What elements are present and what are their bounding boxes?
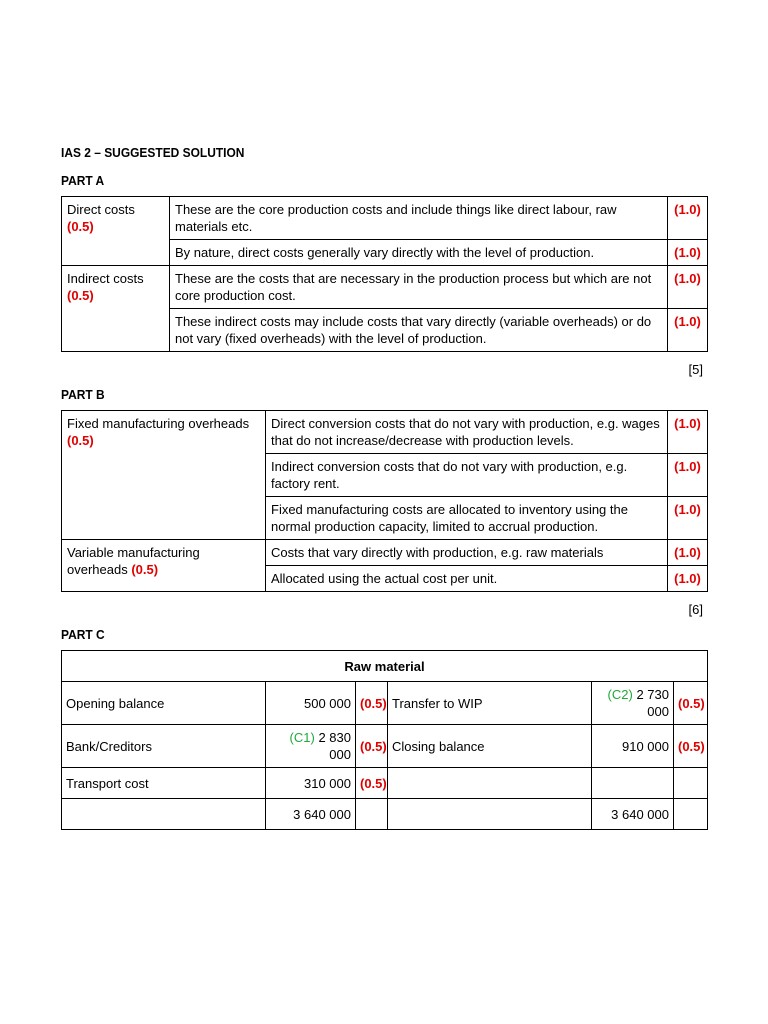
part-a-heading: PART A xyxy=(61,173,105,188)
part-a-total: [5] xyxy=(688,362,703,377)
raw-material-ledger xyxy=(61,650,708,830)
credit-amount-cell xyxy=(592,799,674,830)
debit-amount: 500 000 xyxy=(304,695,351,711)
description-cell: By nature, direct costs generally vary directly with the level of production. xyxy=(170,240,668,266)
ledger-header-row xyxy=(62,651,708,682)
table-row xyxy=(62,540,708,566)
mark-cell: (1.0) xyxy=(668,540,708,566)
description-cell: Direct conversion costs that do not vary with production, e.g. wages that do not increase/decrease with production levels. xyxy=(266,411,668,454)
description-cell: Fixed manufacturing costs are allocated to inventory using the normal production capacity, limited to accrual production. xyxy=(266,497,668,540)
credit-total: 3 640 000 xyxy=(611,806,669,822)
label-cell xyxy=(62,197,170,266)
credit-amount-cell xyxy=(592,682,674,725)
credit-mark: (0.5) xyxy=(674,682,708,725)
part-c-heading: PART C xyxy=(61,627,105,642)
credit-ref: (C2) xyxy=(607,687,633,702)
ledger-total-row xyxy=(62,799,708,830)
label-cell xyxy=(62,540,266,592)
label-cell xyxy=(62,266,170,352)
credit-label xyxy=(388,799,592,830)
description-cell: Indirect conversion costs that do not vary with production, e.g. factory rent. xyxy=(266,454,668,497)
ledger-row xyxy=(62,682,708,725)
label-mark: (0.5) xyxy=(131,562,159,577)
ledger-row xyxy=(62,768,708,799)
table-row xyxy=(62,197,708,240)
credit-mark: (0.5) xyxy=(674,725,708,768)
part-a-table xyxy=(61,196,708,352)
credit-amount: 2 730 000 xyxy=(636,687,669,719)
part-b-table xyxy=(61,410,708,592)
credit-amount-cell xyxy=(592,725,674,768)
credit-label xyxy=(388,768,592,799)
debit-ref: (C1) xyxy=(289,730,315,745)
description-cell: These indirect costs may include costs that vary directly (variable overheads) or do not vary (fixed overheads) with the level of production. xyxy=(170,309,668,352)
mark-cell: (1.0) xyxy=(668,497,708,540)
label-mark: (0.5) xyxy=(67,433,94,448)
row-label: Fixed manufacturing overheads xyxy=(67,416,250,431)
label-cell xyxy=(62,411,266,540)
debit-label xyxy=(62,799,266,830)
debit-amount: 2 830 000 xyxy=(318,730,351,762)
row-label: Variable manufacturing overheads xyxy=(67,545,200,577)
mark-cell: (1.0) xyxy=(668,240,708,266)
debit-label: Transport cost xyxy=(62,768,266,799)
debit-amount-cell xyxy=(266,799,356,830)
ledger-row xyxy=(62,725,708,768)
debit-amount-cell xyxy=(266,768,356,799)
credit-amount-cell xyxy=(592,768,674,799)
debit-amount: 310 000 xyxy=(304,775,351,791)
description-cell: Allocated using the actual cost per unit. xyxy=(266,566,668,592)
debit-label: Bank/Creditors xyxy=(62,725,266,768)
label-mark: (0.5) xyxy=(67,288,94,303)
debit-mark: (0.5) xyxy=(356,682,388,725)
label-mark: (0.5) xyxy=(67,219,94,234)
document xyxy=(61,142,707,830)
credit-mark xyxy=(674,768,708,799)
debit-amount-cell xyxy=(266,682,356,725)
ledger-title: Raw material xyxy=(62,651,708,682)
part-b-total: [6] xyxy=(688,602,703,617)
part-b-heading: PART B xyxy=(61,387,105,402)
debit-amount-cell xyxy=(266,725,356,768)
row-label: Direct costs xyxy=(67,202,135,217)
table-row xyxy=(62,266,708,309)
debit-mark: (0.5) xyxy=(356,768,388,799)
credit-mark xyxy=(674,799,708,830)
debit-mark: (0.5) xyxy=(356,725,388,768)
credit-amount: 910 000 xyxy=(622,738,669,754)
row-label: Indirect costs xyxy=(67,271,144,286)
description-cell: These are the core production costs and include things like direct labour, raw materials etc. xyxy=(170,197,668,240)
debit-label: Opening balance xyxy=(62,682,266,725)
description-cell: Costs that vary directly with production, e.g. raw materials xyxy=(266,540,668,566)
document-title: IAS 2 – SUGGESTED SOLUTION xyxy=(61,145,245,160)
mark-cell: (1.0) xyxy=(668,566,708,592)
table-row xyxy=(62,411,708,454)
debit-total: 3 640 000 xyxy=(293,806,351,822)
mark-cell: (1.0) xyxy=(668,454,708,497)
mark-cell: (1.0) xyxy=(668,411,708,454)
credit-label: Closing balance xyxy=(388,725,592,768)
description-cell: These are the costs that are necessary in the production process but which are not core production cost. xyxy=(170,266,668,309)
mark-cell: (1.0) xyxy=(668,197,708,240)
mark-cell: (1.0) xyxy=(668,309,708,352)
credit-label: Transfer to WIP xyxy=(388,682,592,725)
mark-cell: (1.0) xyxy=(668,266,708,309)
debit-mark xyxy=(356,799,388,830)
